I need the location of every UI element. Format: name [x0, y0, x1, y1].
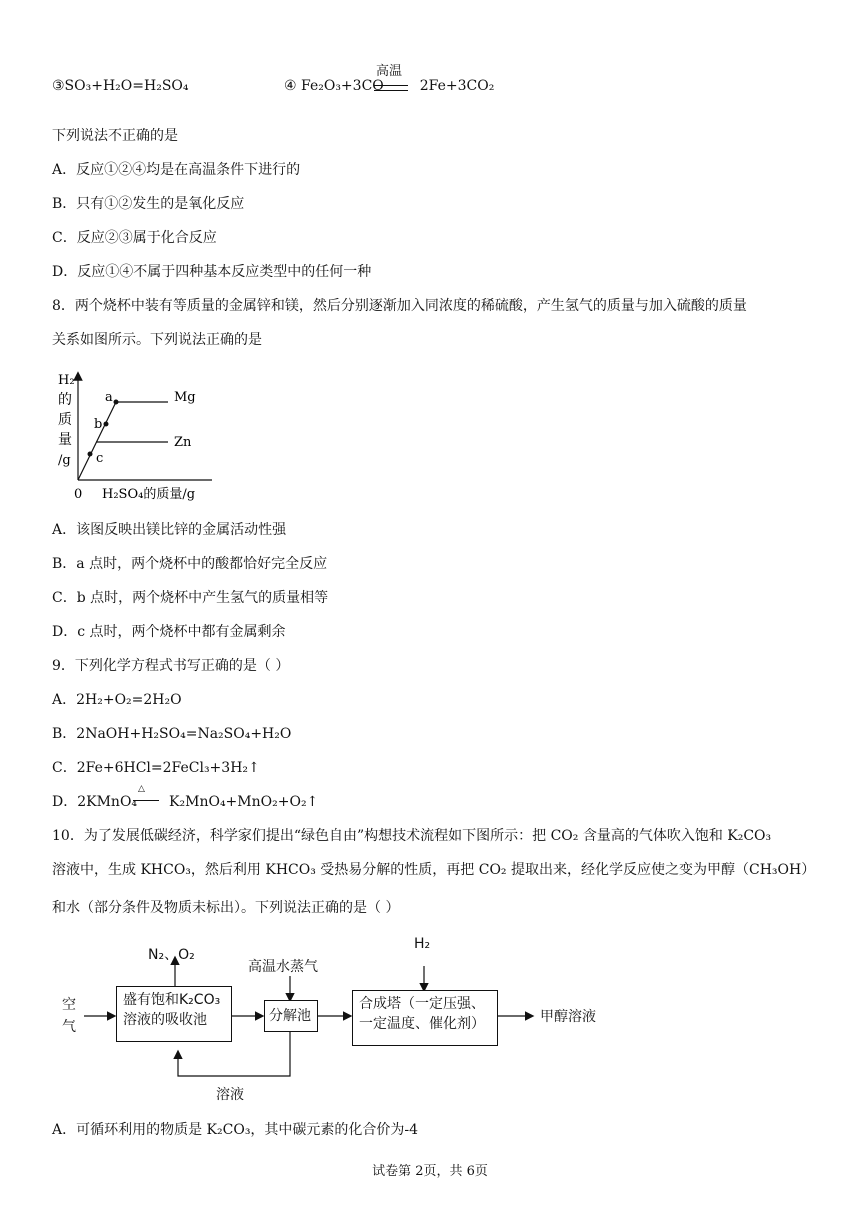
q8-option-c: C．b 点时，两个烧杯中产生氢气的质量相等 — [52, 590, 329, 606]
point-b-label: b — [94, 417, 103, 432]
equation-4-condition: 高温 — [376, 64, 403, 79]
q10-stem-line3: 和水（部分条件及物质未标出）。下列说法正确的是（ ） — [52, 900, 400, 916]
point-c-label: c — [96, 451, 104, 466]
flow-out-gas-label: N₂、O₂ — [148, 947, 195, 963]
point-a — [114, 400, 119, 405]
q8-option-a: A．该图反映出镁比锌的金属活动性强 — [52, 522, 287, 538]
point-c — [88, 452, 93, 457]
y-label-4: 量 — [58, 432, 72, 448]
q9-option-a: A．2H₂+O₂=2H₂O — [52, 692, 182, 708]
series-mg-label: Mg — [174, 390, 196, 405]
flow-solution-label: 溶液 — [216, 1087, 244, 1103]
q9-stem: 9．下列化学方程式书写正确的是（ ） — [52, 658, 290, 674]
q9-option-c: C．2Fe+6HCl=2FeCl₃+3H₂↑ — [52, 760, 260, 776]
equation-4-products: 2Fe+3CO₂ — [419, 78, 495, 94]
series-zn-label: Zn — [174, 435, 192, 450]
q7-option-c: C．反应②③属于化合反应 — [52, 230, 217, 246]
q9-option-b: B．2NaOH+H₂SO₄=Na₂SO₄+H₂O — [52, 726, 292, 742]
q7-stem: 下列说法不正确的是 — [52, 128, 178, 144]
point-b — [104, 422, 109, 427]
flow-steam-label: 高温水蒸气 — [248, 959, 318, 975]
q10-stem-line2: 溶液中，生成 KHCO₃，然后利用 KHCO₃ 受热易分解的性质，再把 CO₂ 提取出来，经化学反应使之变为甲醇（CH₃OH） — [52, 862, 816, 878]
flow-product-label: 甲醇溶液 — [540, 1009, 596, 1025]
flow-air-label: 空 气 — [62, 997, 76, 1035]
q10-option-a: A．可循环利用的物质是 K₂CO₃，其中碳元素的化合价为-4 — [52, 1122, 419, 1138]
y-label-5: /g — [58, 453, 71, 468]
flow-absorber-box: 盛有饱和K₂CO₃ 溶液的吸收池 — [116, 986, 232, 1042]
flow-synthesis-box: 合成塔（一定压强、 一定温度、催化剂） — [352, 990, 498, 1046]
q9-option-d-reactant: D．2KMnO₄ — [52, 794, 138, 810]
equation-4-equals-bar — [374, 85, 408, 91]
q7-option-d: D．反应①④不属于四种基本反应类型中的任何一种 — [52, 264, 372, 280]
q9-option-d — [52, 792, 318, 812]
q7-option-b: B．只有①②发生的是氧化反应 — [52, 196, 245, 212]
flow-decomposer-box: 分解池 — [264, 1000, 318, 1032]
page-footer: 试卷第 2页，共 6页 — [372, 1164, 488, 1179]
y-label-3: 质 — [58, 412, 72, 428]
q8-option-b: B．a 点时，两个烧杯中的酸都恰好完全反应 — [52, 556, 328, 572]
equation-3: ③SO₃+H₂O=H₂SO₄ — [52, 78, 189, 94]
origin-label: 0 — [74, 487, 83, 502]
q8-graph — [52, 368, 222, 504]
equation-4-reactants: ④ Fe₂O₃+3CO — [284, 78, 384, 94]
q8-option-d: D．c 点时，两个烧杯中都有金属剩余 — [52, 624, 286, 640]
q9-option-d-equals-bar — [133, 800, 159, 802]
q10-stem-line1: 10．为了发展低碳经济，科学家们提出“绿色自由”构想技术流程如下图所示：把 CO₂ 含量高的气体吹入饱和 K₂CO₃ — [52, 828, 772, 844]
q9-option-d-products: K₂MnO₄+MnO₂+O₂↑ — [169, 794, 319, 810]
mg-line — [78, 402, 116, 480]
y-label-2: 的 — [58, 392, 72, 408]
x-axis-label: H₂SO₄的质量/g — [102, 487, 196, 502]
y-label-1: H₂ — [58, 373, 75, 388]
q9-option-d-condition: △ — [138, 784, 145, 794]
q8-stem-line2: 关系如图所示。下列说法正确的是 — [52, 332, 262, 348]
q8-stem-line1: 8．两个烧杯中装有等质量的金属锌和镁，然后分别逐渐加入同浓度的稀硫酸，产生氢气的质量与加入硫酸的质量 — [52, 298, 747, 314]
flow-h2-label: H₂ — [414, 936, 431, 952]
point-a-label: a — [105, 390, 113, 405]
q7-option-a: A．反应①②④均是在高温条件下进行的 — [52, 162, 301, 178]
